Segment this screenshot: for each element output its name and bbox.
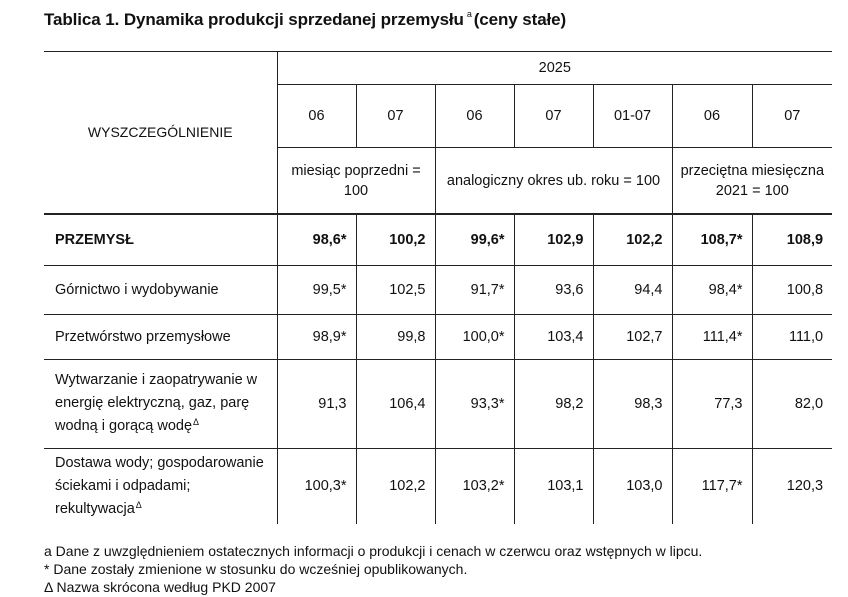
header-base-previous-year: analogiczny okres ub. roku = 100 xyxy=(435,148,672,215)
table-cell: 98,9* xyxy=(277,315,356,360)
table-cell: 93,6 xyxy=(514,266,593,315)
table-cell: 91,7* xyxy=(435,266,514,315)
table-cell: 100,0* xyxy=(435,315,514,360)
table-cell: 108,7* xyxy=(672,214,752,266)
header-period-4: 07 xyxy=(514,85,593,148)
table-cell: 98,3 xyxy=(593,360,672,449)
table-row xyxy=(44,315,832,360)
table-cell: 94,4 xyxy=(593,266,672,315)
table-cell: 102,2 xyxy=(356,449,435,525)
table-cell: 111,0 xyxy=(752,315,832,360)
row-label-energy: Wytwarzanie i zaopatrywanie w energię elektryczną, gaz, parę wodną i gorącą wodę$^\Delta$ xyxy=(55,372,258,434)
footnote-abbreviation: Δ Nazwa skrócona według PKD 2007 xyxy=(44,579,276,595)
table-cell: 99,8 xyxy=(356,315,435,360)
header-period-1: 06 xyxy=(277,85,356,148)
table-cell: 77,3 xyxy=(672,360,752,449)
row-label-industry: PRZEMYSŁ xyxy=(55,231,134,248)
abbreviation-mark: Δ xyxy=(135,499,142,510)
table-cell: 106,4 xyxy=(356,360,435,449)
table-cell: 98,6* xyxy=(277,214,356,266)
table-cell: 108,9 xyxy=(752,214,832,266)
table-cell: 102,9 xyxy=(514,214,593,266)
header-base-2021: przeciętna miesięczna 2021 = 100 xyxy=(672,148,832,215)
table-cell: 117,7* xyxy=(672,449,752,525)
table-row xyxy=(44,214,832,266)
table-cell: 99,6* xyxy=(435,214,514,266)
footnote-asterisk: * Dane zostały zmienione w stosunku do wcześniej opublikowanych. xyxy=(44,561,468,577)
table-cell: 103,4 xyxy=(514,315,593,360)
table-cell: 102,7 xyxy=(593,315,672,360)
table-cell: 103,2* xyxy=(435,449,514,525)
table-cell: 99,5* xyxy=(277,266,356,315)
table-title xyxy=(44,10,566,30)
header-year: 2025 xyxy=(277,52,832,85)
header-period-2: 07 xyxy=(356,85,435,148)
table-container xyxy=(44,51,832,524)
table-cell: 93,3* xyxy=(435,360,514,449)
table-row xyxy=(44,360,832,449)
table-cell: 100,2 xyxy=(356,214,435,266)
row-label-water-supply: Dostawa wody; gospodarowanie ściekami i odpadami; rekultywacja$^\Delta$ xyxy=(55,454,264,517)
footnotes xyxy=(44,542,702,596)
header-period-7: 07 xyxy=(752,85,832,148)
title-suffix: (ceny stałe) xyxy=(473,10,567,29)
table-row xyxy=(44,449,832,525)
row-label-mining: Górnictwo i wydobywanie xyxy=(55,281,219,298)
table-cell: 111,4* xyxy=(672,315,752,360)
table-cell: 103,1 xyxy=(514,449,593,525)
title-footnote-mark: a xyxy=(466,9,472,20)
header-base-previous-month: miesiąc poprzedni = 100 xyxy=(277,148,435,215)
table-cell: 91,3 xyxy=(277,360,356,449)
table-cell: 98,4* xyxy=(672,266,752,315)
header-period-6: 06 xyxy=(672,85,752,148)
header-period-3: 06 xyxy=(435,85,514,148)
title-text: Tablica 1. Dynamika produkcji sprzedanej przemysłu xyxy=(44,10,464,29)
footnote-a: a Dane z uwzględnieniem ostatecznych informacji o produkcji i cenach w czerwcu oraz wstępnych w lipcu. xyxy=(44,543,703,559)
table-cell: 98,2 xyxy=(514,360,593,449)
data-table xyxy=(44,51,832,524)
table-cell: 120,3 xyxy=(752,449,832,525)
table-cell: 102,2 xyxy=(593,214,672,266)
table-cell: 103,0 xyxy=(593,449,672,525)
table-cell: 82,0 xyxy=(752,360,832,449)
header-period-5: 01-07 xyxy=(593,85,672,148)
table-cell: 100,3* xyxy=(277,449,356,525)
table-row xyxy=(44,266,832,315)
table-cell: 100,8 xyxy=(752,266,832,315)
abbreviation-mark: Δ xyxy=(193,417,200,427)
table-cell: 102,5 xyxy=(356,266,435,315)
header-description: WYSZCZEGÓLNIENIE xyxy=(44,52,277,215)
row-label-manufacturing: Przetwórstwo przemysłowe xyxy=(55,328,231,345)
